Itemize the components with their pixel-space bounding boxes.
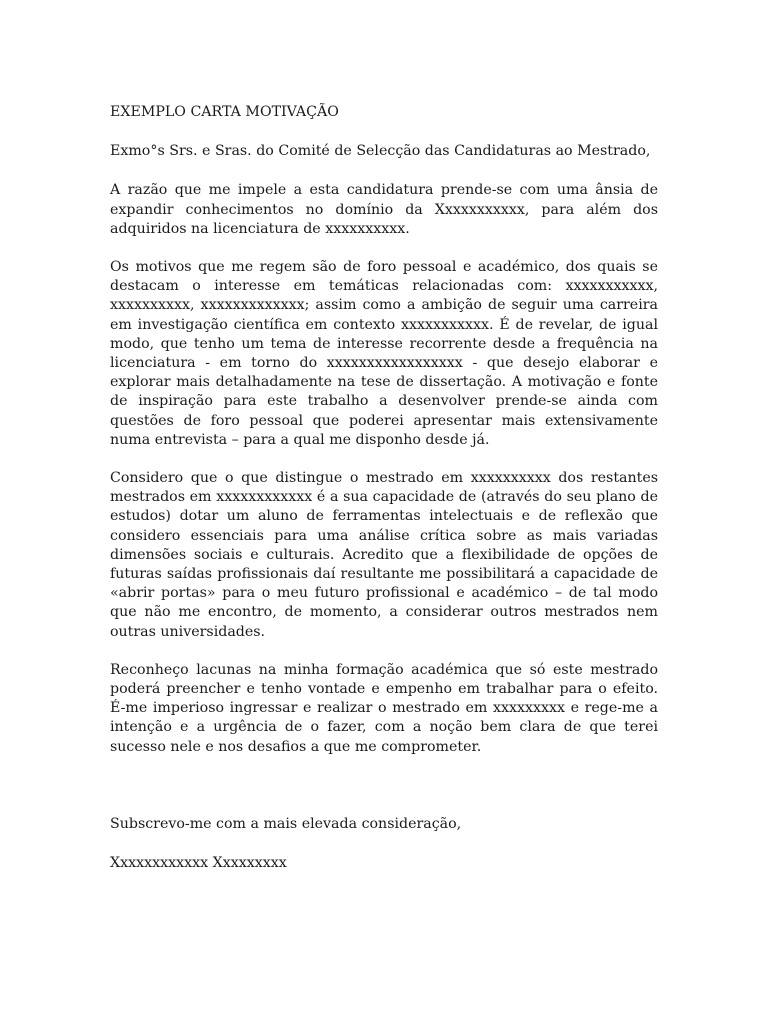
letter-page — [110, 103, 658, 873]
letter-paragraph: Considero que o que distingue o mestrado em xxxxxxxxxx dos restantes mestrados em xxxxxxxxxxxx é a sua capacidade de (através do seu plano de estudos) dotar um aluno de ferramentas intelectuais e de reflexão que considero essenciais para uma análise crítica sobre as mais variadas dimensões sociais e culturais. Acredito que a flexibilidade de opções de futuras saídas profissionais daí resultante me possibilitará a capacidade de «abrir portas» para o meu futuro profissional e académico – de tal modo que não me encontro, de momento, a considerar outros mestrados nem outras universidades. — [110, 470, 658, 640]
letter-paragraph: Os motivos que me regem são de foro pessoal e académico, dos quais se destacam o interesse em temáticas relacionadas com: xxxxxxxxxxx, xxxxxxxxxx, xxxxxxxxxxxxx; assim como a ambição de seguir uma carreira em investigação científica em contexto xxxxxxxxxxx. É de revelar, de igual modo, que tenho um tema de interesse recorrente desde a frequência na licenciatura - em torno do xxxxxxxxxxxxxxxxx - que desejo elaborar e explorar mais detalhadamente na tese de dissertação. A motivação e fonte de inspiração para este trabalho a desenvolver prende-se ainda com questões de foro pessoal que poderei apresentar mais extensivamente numa entrevista – para a qual me disponho desde já. — [110, 259, 658, 448]
letter-signature: Xxxxxxxxxxxx Xxxxxxxxx — [110, 855, 287, 872]
letter-closing: Subscrevo-me com a mais elevada consideração, — [110, 815, 462, 832]
letter-title: EXEMPLO CARTA MOTIVAÇÃO — [110, 104, 339, 120]
letter-paragraph: Reconheço lacunas na minha formação académica que só este mestrado poderá preencher e tenho vontade e empenho em trabalhar para o efeito. É-me imperioso ingressar e realizar o mestrado em xxxxxxxxx e rege-me a intenção e a urgência de o fazer, com a noção bem clara de que terei sucesso nele e nos desafios a que me comprometer. — [110, 661, 658, 755]
letter-paragraph: A razão que me impele a esta candidatura prende-se com uma ânsia de expandir conhecimentos no domínio da Xxxxxxxxxxx, para além dos adquiridos na licenciatura de xxxxxxxxxx. — [110, 182, 658, 237]
letter-salutation: Exmo°s Srs. e Sras. do Comité de Selecção das Candidaturas ao Mestrado, — [110, 143, 651, 160]
